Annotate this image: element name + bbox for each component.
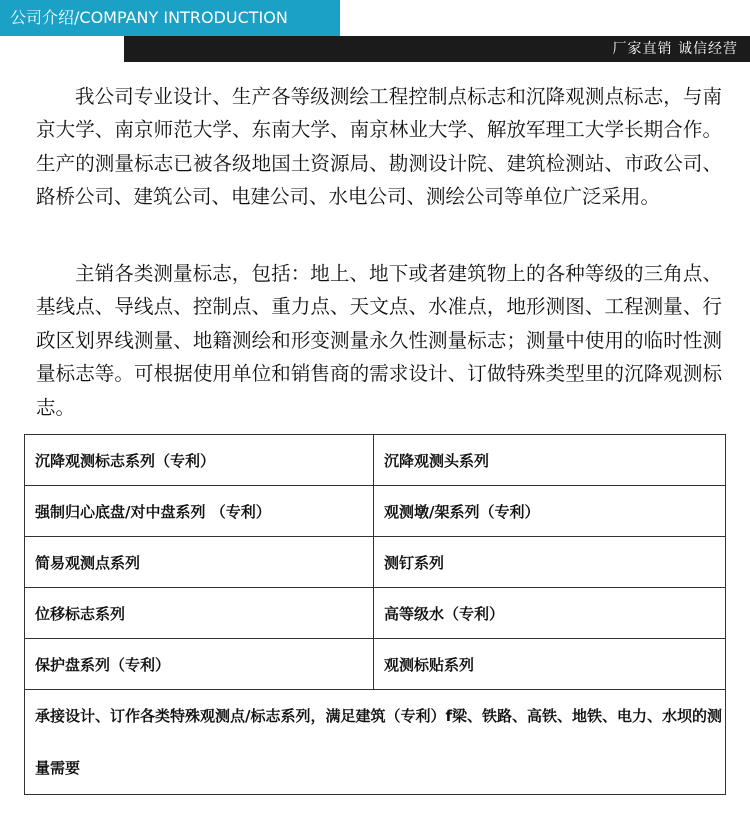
table-footer-cell: 承接设计、订作各类特殊观测点/标志系列，满足建筑（专利）f梁、铁路、高铁、地铁、电力、水坝的测量需要 [25, 690, 726, 795]
section-header [0, 0, 750, 62]
table-cell: 高等级水（专利） [374, 588, 726, 639]
table-cell: 沉降观测头系列 [374, 435, 726, 486]
table-cell: 强制归心底盘/对中盘系列 （专利） [25, 486, 374, 537]
table-row [25, 588, 726, 639]
table-row [25, 690, 726, 795]
table-cell: 观测标贴系列 [374, 639, 726, 690]
intro-paragraph-1: 我公司专业设计、生产各等级测绘工程控制点标志和沉降观测点标志，与南京大学、南京师范大学、东南大学、南京林业大学、解放军理工大学长期合作。生产的测量标志已被各级地国土资源局、勘测设计院、建筑检测站、市政公司、路桥公司、建筑公司、电建公司、水电公司、测绘公司等单位广泛采用。 [36, 85, 722, 209]
table-cell: 保护盘系列（专利） [25, 639, 374, 690]
table-cell: 沉降观测标志系列（专利） [25, 435, 374, 486]
product-series-table [24, 434, 726, 795]
table-row [25, 486, 726, 537]
table-cell: 观测墩/架系列（专利） [374, 486, 726, 537]
intro-paragraph-2: 主销各类测量标志，包括：地上、地下或者建筑物上的各种等级的三角点、基线点、导线点、控制点、重力点、天文点、水准点，地形测图、工程测量、行政区划界线测量、地籍测绘和形变测量永久性测量标志；测量中使用的临时性测量标志等。可根据使用单位和销售商的需求设计、订做特殊类型里的沉降观测标志。 [36, 262, 722, 419]
table-cell: 测钉系列 [374, 537, 726, 588]
section-tag: 公司介绍/COMPANY INTRODUCTION [0, 0, 340, 36]
table-cell: 简易观测点系列 [25, 537, 374, 588]
table-cell: 位移标志系列 [25, 588, 374, 639]
slogan-text: 厂家直销 诚信经营 [612, 41, 738, 57]
slogan-band [124, 36, 750, 62]
table-row [25, 639, 726, 690]
table-row [25, 435, 726, 486]
table-row [25, 537, 726, 588]
